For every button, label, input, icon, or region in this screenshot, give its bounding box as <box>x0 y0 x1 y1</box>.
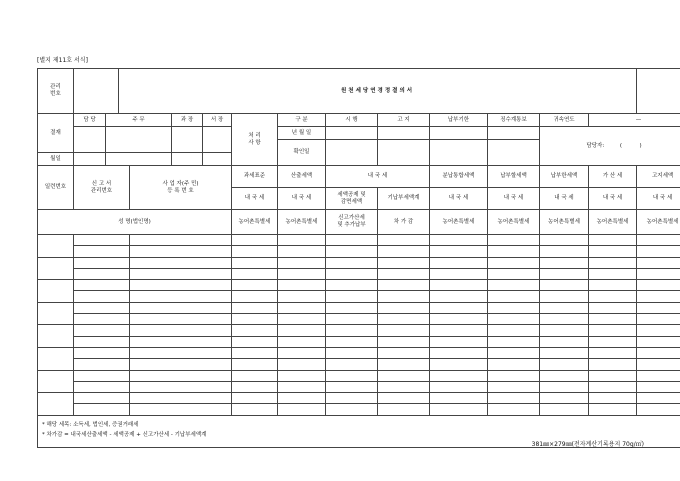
amount-cell[interactable] <box>232 302 278 313</box>
amount-cell[interactable] <box>488 325 540 336</box>
table-row <box>38 404 680 415</box>
amount-cell[interactable] <box>430 359 488 370</box>
name-cell-ext[interactable] <box>130 359 232 370</box>
amount-cell[interactable] <box>378 257 430 268</box>
amount-cell[interactable] <box>278 393 326 404</box>
name-cell-ext[interactable] <box>130 404 232 415</box>
report-mgmt-cell[interactable] <box>74 393 130 404</box>
amount-cell[interactable] <box>278 404 326 415</box>
amount-cell[interactable] <box>232 314 278 325</box>
amount-cell[interactable] <box>430 314 488 325</box>
amount-cell[interactable] <box>488 257 540 268</box>
amount-cell[interactable] <box>378 235 430 246</box>
amount-cell[interactable] <box>589 404 637 415</box>
amount-cell[interactable] <box>637 336 680 347</box>
amount-cell[interactable] <box>232 393 278 404</box>
amount-cell[interactable] <box>326 291 378 302</box>
report-mgmt-cell[interactable] <box>74 235 130 246</box>
report-mgmt-cell[interactable] <box>74 302 130 313</box>
amount-cell[interactable] <box>637 235 680 246</box>
serial-cell[interactable] <box>38 347 74 370</box>
amount-cell[interactable] <box>378 370 430 381</box>
amount-cell[interactable] <box>430 381 488 392</box>
amount-cell[interactable] <box>589 291 637 302</box>
name-label: 성 명(법인명) <box>38 210 232 235</box>
sign-label-staff: 담 당 <box>74 114 106 127</box>
amount-cell[interactable] <box>637 246 680 257</box>
amount-cell[interactable] <box>232 381 278 392</box>
amount-cell[interactable] <box>589 381 637 392</box>
amount-cell[interactable] <box>540 257 589 268</box>
col-collection-notice: 징수계통보 <box>488 114 540 127</box>
amount-cell[interactable] <box>430 347 488 358</box>
business-reg-cell[interactable] <box>130 325 232 336</box>
processing-label: 처 리 사 항 <box>232 114 278 166</box>
note-line-2: * 차가감 = 내국세산출세액 - 세액공제 + 신고가산세 - 기납부세액계 <box>42 432 207 439</box>
amount-cell[interactable] <box>378 302 430 313</box>
col-enforcement: 시 행 <box>326 114 378 127</box>
table-row <box>38 291 680 302</box>
processing-type-label: 구 분 <box>278 114 326 127</box>
amount-cell[interactable] <box>637 314 680 325</box>
amount-cell[interactable] <box>589 314 637 325</box>
amount-cell[interactable] <box>378 291 430 302</box>
amount-cell[interactable] <box>326 302 378 313</box>
amount-cell[interactable] <box>637 268 680 279</box>
table-row <box>38 235 680 246</box>
amount-cell[interactable] <box>278 280 326 291</box>
amount-cell[interactable] <box>278 291 326 302</box>
amount-cell[interactable] <box>589 336 637 347</box>
amount-cell[interactable] <box>326 347 378 358</box>
business-reg-cell[interactable] <box>130 370 232 381</box>
amount-cell[interactable] <box>326 246 378 257</box>
sign-box-chief <box>106 127 172 153</box>
sub-domestic-1: 내 국 세 <box>232 188 278 210</box>
amount-cell[interactable] <box>232 291 278 302</box>
amount-cell[interactable] <box>637 370 680 381</box>
sub-tax-credit: 세액공제 및 감면세액 <box>326 188 378 210</box>
amount-cell[interactable] <box>488 302 540 313</box>
amount-cell[interactable] <box>488 370 540 381</box>
head-payable-tax: 납부할세액 <box>488 166 540 188</box>
amount-cell[interactable] <box>326 235 378 246</box>
amount-cell[interactable] <box>278 336 326 347</box>
amount-cell[interactable] <box>232 359 278 370</box>
tax-assessment-form <box>37 68 680 448</box>
head-paid-tax: 납부한세액 <box>540 166 589 188</box>
amount-cell[interactable] <box>232 280 278 291</box>
name-cell[interactable] <box>74 314 130 325</box>
table-row <box>38 302 680 313</box>
amount-cell[interactable] <box>637 347 680 358</box>
head-notice-tax: 고지세액 <box>637 166 680 188</box>
amount-cell[interactable] <box>232 257 278 268</box>
sub-rural-4: 농어촌특별세 <box>488 210 540 235</box>
amount-cell[interactable] <box>378 393 430 404</box>
amount-cell[interactable] <box>278 370 326 381</box>
amount-cell[interactable] <box>430 302 488 313</box>
amount-cell[interactable] <box>540 291 589 302</box>
amount-cell[interactable] <box>540 336 589 347</box>
amount-cell[interactable] <box>540 325 589 336</box>
amount-cell[interactable] <box>278 257 326 268</box>
sub-rural-1: 농어촌특별세 <box>232 210 278 235</box>
amount-cell[interactable] <box>430 280 488 291</box>
sub-rural-6: 농어촌특별세 <box>589 210 637 235</box>
amount-cell[interactable] <box>430 246 488 257</box>
amount-cell[interactable] <box>326 370 378 381</box>
form-title: 원천세당연경정결의서 <box>119 69 637 114</box>
amount-cell[interactable] <box>378 404 430 415</box>
title-right-blank <box>637 69 680 114</box>
amount-cell[interactable] <box>278 314 326 325</box>
name-cell-ext[interactable] <box>130 268 232 279</box>
amount-cell[interactable] <box>232 246 278 257</box>
sub-deduct: 차 가 감 <box>378 210 430 235</box>
sub-paid-total: 기납부세액계 <box>378 188 430 210</box>
amount-cell[interactable] <box>488 404 540 415</box>
officer-cell <box>540 127 680 166</box>
amount-cell[interactable] <box>488 359 540 370</box>
amount-cell[interactable] <box>637 291 680 302</box>
amount-cell[interactable] <box>430 404 488 415</box>
amount-cell[interactable] <box>326 359 378 370</box>
amount-cell[interactable] <box>278 359 326 370</box>
amount-cell[interactable] <box>378 381 430 392</box>
business-reg-cell[interactable] <box>130 393 232 404</box>
sub-rural-5: 농어촌특별세 <box>540 210 589 235</box>
head-computed-tax: 산출세액 <box>278 166 326 188</box>
amount-cell[interactable] <box>232 404 278 415</box>
business-reg-cell[interactable] <box>130 280 232 291</box>
amount-cell[interactable] <box>589 257 637 268</box>
table-row <box>38 347 680 358</box>
business-reg-cell[interactable] <box>130 235 232 246</box>
sub-domestic-2: 내 국 세 <box>278 188 326 210</box>
amount-cell[interactable] <box>326 404 378 415</box>
col-notice: 고 지 <box>378 114 430 127</box>
amount-cell[interactable] <box>589 325 637 336</box>
amount-cell[interactable] <box>232 347 278 358</box>
amount-cell[interactable] <box>589 280 637 291</box>
amount-cell[interactable] <box>278 381 326 392</box>
amount-cell[interactable] <box>589 246 637 257</box>
head-penalty-tax: 가 산 세 <box>589 166 637 188</box>
amount-cell[interactable] <box>488 381 540 392</box>
report-mgmt-cell[interactable] <box>74 347 130 358</box>
table-row <box>38 370 680 381</box>
amount-cell[interactable] <box>378 359 430 370</box>
name-cell[interactable] <box>74 381 130 392</box>
amount-cell[interactable] <box>326 314 378 325</box>
sub-rural-2: 농어촌특별세 <box>278 210 326 235</box>
amount-cell[interactable] <box>278 325 326 336</box>
sub-domestic-7: 내 국 세 <box>637 188 680 210</box>
amount-cell[interactable] <box>278 268 326 279</box>
serial-cell[interactable] <box>38 370 74 393</box>
amount-cell[interactable] <box>430 325 488 336</box>
amount-cell[interactable] <box>488 235 540 246</box>
officer-label: 담당자: <box>586 142 605 149</box>
head-domestic-tax: 내 국 세 <box>326 166 430 188</box>
business-reg-number-label: 사 업 자(주 민) 등 록 번 호 <box>130 166 232 210</box>
amount-cell[interactable] <box>540 404 589 415</box>
table-row <box>38 381 680 392</box>
paper-spec-label: 381㎜×279㎜(전자계산기록용지 70g/㎡) <box>531 441 644 448</box>
amount-cell[interactable] <box>278 246 326 257</box>
table-row <box>38 336 680 347</box>
serial-cell[interactable] <box>38 257 74 280</box>
amount-cell[interactable] <box>488 336 540 347</box>
sub-rural-3: 농어촌특별세 <box>430 210 488 235</box>
name-cell-ext[interactable] <box>130 246 232 257</box>
amount-cell[interactable] <box>378 325 430 336</box>
sub-domestic-4: 내 국 세 <box>488 188 540 210</box>
business-reg-cell[interactable] <box>130 347 232 358</box>
amount-cell[interactable] <box>589 370 637 381</box>
confirmed-date-label: 확인일 <box>278 140 326 166</box>
amount-cell[interactable] <box>278 302 326 313</box>
amount-cell[interactable] <box>637 393 680 404</box>
table-row <box>38 359 680 370</box>
amount-cell[interactable] <box>430 257 488 268</box>
table-row <box>38 393 680 404</box>
amount-cell[interactable] <box>540 280 589 291</box>
table-row <box>38 325 680 336</box>
amount-cell[interactable] <box>540 268 589 279</box>
amount-cell[interactable] <box>637 359 680 370</box>
serial-number-label: 일련번호 <box>38 166 74 210</box>
name-cell[interactable] <box>74 246 130 257</box>
amount-cell[interactable] <box>488 280 540 291</box>
name-cell-ext[interactable] <box>130 336 232 347</box>
amount-cell[interactable] <box>430 370 488 381</box>
amount-cell[interactable] <box>430 336 488 347</box>
amount-cell[interactable] <box>589 393 637 404</box>
approval-label: 결재 <box>38 114 74 153</box>
management-number-label: 관리 번호 <box>38 69 74 114</box>
amount-cell[interactable] <box>540 246 589 257</box>
amount-cell[interactable] <box>637 381 680 392</box>
note-line-1: * 해당 세목: 소득세, 법인세, 증권거래세 <box>42 421 139 428</box>
amount-cell[interactable] <box>540 370 589 381</box>
name-cell[interactable] <box>74 336 130 347</box>
amount-cell[interactable] <box>232 370 278 381</box>
name-cell-ext[interactable] <box>130 291 232 302</box>
sign-label-chief: 주 무 <box>106 114 172 127</box>
table-row <box>38 268 680 279</box>
amount-cell[interactable] <box>278 347 326 358</box>
sign-box-manager <box>172 127 203 153</box>
name-cell[interactable] <box>74 291 130 302</box>
amount-cell[interactable] <box>637 280 680 291</box>
amount-cell[interactable] <box>430 268 488 279</box>
amount-cell[interactable] <box>540 314 589 325</box>
business-reg-cell[interactable] <box>130 257 232 268</box>
amount-cell[interactable] <box>540 359 589 370</box>
amount-cell[interactable] <box>326 393 378 404</box>
amount-cell[interactable] <box>378 268 430 279</box>
name-cell[interactable] <box>74 359 130 370</box>
sub-rural-7: 농어촌특별세 <box>637 210 680 235</box>
report-mgmt-cell[interactable] <box>74 325 130 336</box>
amount-cell[interactable] <box>326 325 378 336</box>
amount-cell[interactable] <box>540 393 589 404</box>
data-rows <box>38 235 680 416</box>
amount-cell[interactable] <box>326 336 378 347</box>
serial-cell[interactable] <box>38 302 74 325</box>
serial-cell[interactable] <box>38 280 74 303</box>
amount-cell[interactable] <box>488 347 540 358</box>
amount-cell[interactable] <box>589 268 637 279</box>
amount-cell[interactable] <box>430 235 488 246</box>
head-installment-tax: 분납통합세액 <box>430 166 488 188</box>
report-mgmt-cell[interactable] <box>74 370 130 381</box>
table-row <box>38 314 680 325</box>
amount-cell[interactable] <box>378 347 430 358</box>
attribution-year-dash: — <box>589 114 680 127</box>
form-number-label: [별지 제11호 서식] <box>37 57 88 64</box>
name-cell[interactable] <box>74 404 130 415</box>
sub-domestic-6: 내 국 세 <box>589 188 637 210</box>
amount-cell[interactable] <box>430 291 488 302</box>
amount-cell[interactable] <box>637 302 680 313</box>
amount-cell[interactable] <box>326 280 378 291</box>
amount-cell[interactable] <box>232 336 278 347</box>
report-mgmt-number-label: 신 고 서 관리번호 <box>74 166 130 210</box>
amount-cell[interactable] <box>326 257 378 268</box>
amount-cell[interactable] <box>378 246 430 257</box>
table-row <box>38 246 680 257</box>
amount-cell[interactable] <box>378 314 430 325</box>
amount-cell[interactable] <box>589 302 637 313</box>
name-cell-ext[interactable] <box>130 381 232 392</box>
serial-cell[interactable] <box>38 235 74 258</box>
serial-cell[interactable] <box>38 325 74 348</box>
amount-cell[interactable] <box>278 235 326 246</box>
management-number-value <box>74 69 119 114</box>
serial-cell[interactable] <box>38 393 74 416</box>
amount-cell[interactable] <box>378 280 430 291</box>
amount-cell[interactable] <box>540 302 589 313</box>
amount-cell[interactable] <box>488 246 540 257</box>
amount-cell[interactable] <box>326 381 378 392</box>
month-day-label: 월일 <box>38 153 74 166</box>
amount-cell[interactable] <box>232 325 278 336</box>
amount-cell[interactable] <box>488 268 540 279</box>
sub-penalty-add: 신고가산세 및 추가납부 <box>326 210 378 235</box>
amount-cell[interactable] <box>589 347 637 358</box>
table-row <box>38 257 680 268</box>
amount-cell[interactable] <box>232 235 278 246</box>
amount-cell[interactable] <box>488 291 540 302</box>
amount-cell[interactable] <box>540 347 589 358</box>
amount-cell[interactable] <box>488 393 540 404</box>
col-due-date: 납부기한 <box>430 114 488 127</box>
amount-cell[interactable] <box>488 314 540 325</box>
report-mgmt-cell[interactable] <box>74 257 130 268</box>
head-tax-base: 과세표준 <box>232 166 278 188</box>
amount-cell[interactable] <box>540 381 589 392</box>
amount-cell[interactable] <box>637 325 680 336</box>
sign-box-director <box>203 127 232 153</box>
officer-paren: ( ) <box>619 142 642 149</box>
report-mgmt-cell[interactable] <box>74 280 130 291</box>
sign-label-director: 서 장 <box>203 114 232 127</box>
amount-cell[interactable] <box>540 235 589 246</box>
sign-label-manager: 과 장 <box>172 114 203 127</box>
business-reg-cell[interactable] <box>130 302 232 313</box>
table-row <box>38 280 680 291</box>
amount-cell[interactable] <box>589 359 637 370</box>
sub-domestic-3: 내 국 세 <box>430 188 488 210</box>
name-cell-ext[interactable] <box>130 314 232 325</box>
amount-cell[interactable] <box>637 257 680 268</box>
amount-cell[interactable] <box>326 268 378 279</box>
sub-domestic-5: 내 국 세 <box>540 188 589 210</box>
amount-cell[interactable] <box>378 336 430 347</box>
amount-cell[interactable] <box>232 268 278 279</box>
col-attribution-year: 귀속연도 <box>540 114 589 127</box>
decided-date-label: 년 월 일 <box>278 127 326 140</box>
name-cell[interactable] <box>74 268 130 279</box>
amount-cell[interactable] <box>589 235 637 246</box>
sign-box-staff <box>74 127 106 153</box>
amount-cell[interactable] <box>430 393 488 404</box>
amount-cell[interactable] <box>637 404 680 415</box>
